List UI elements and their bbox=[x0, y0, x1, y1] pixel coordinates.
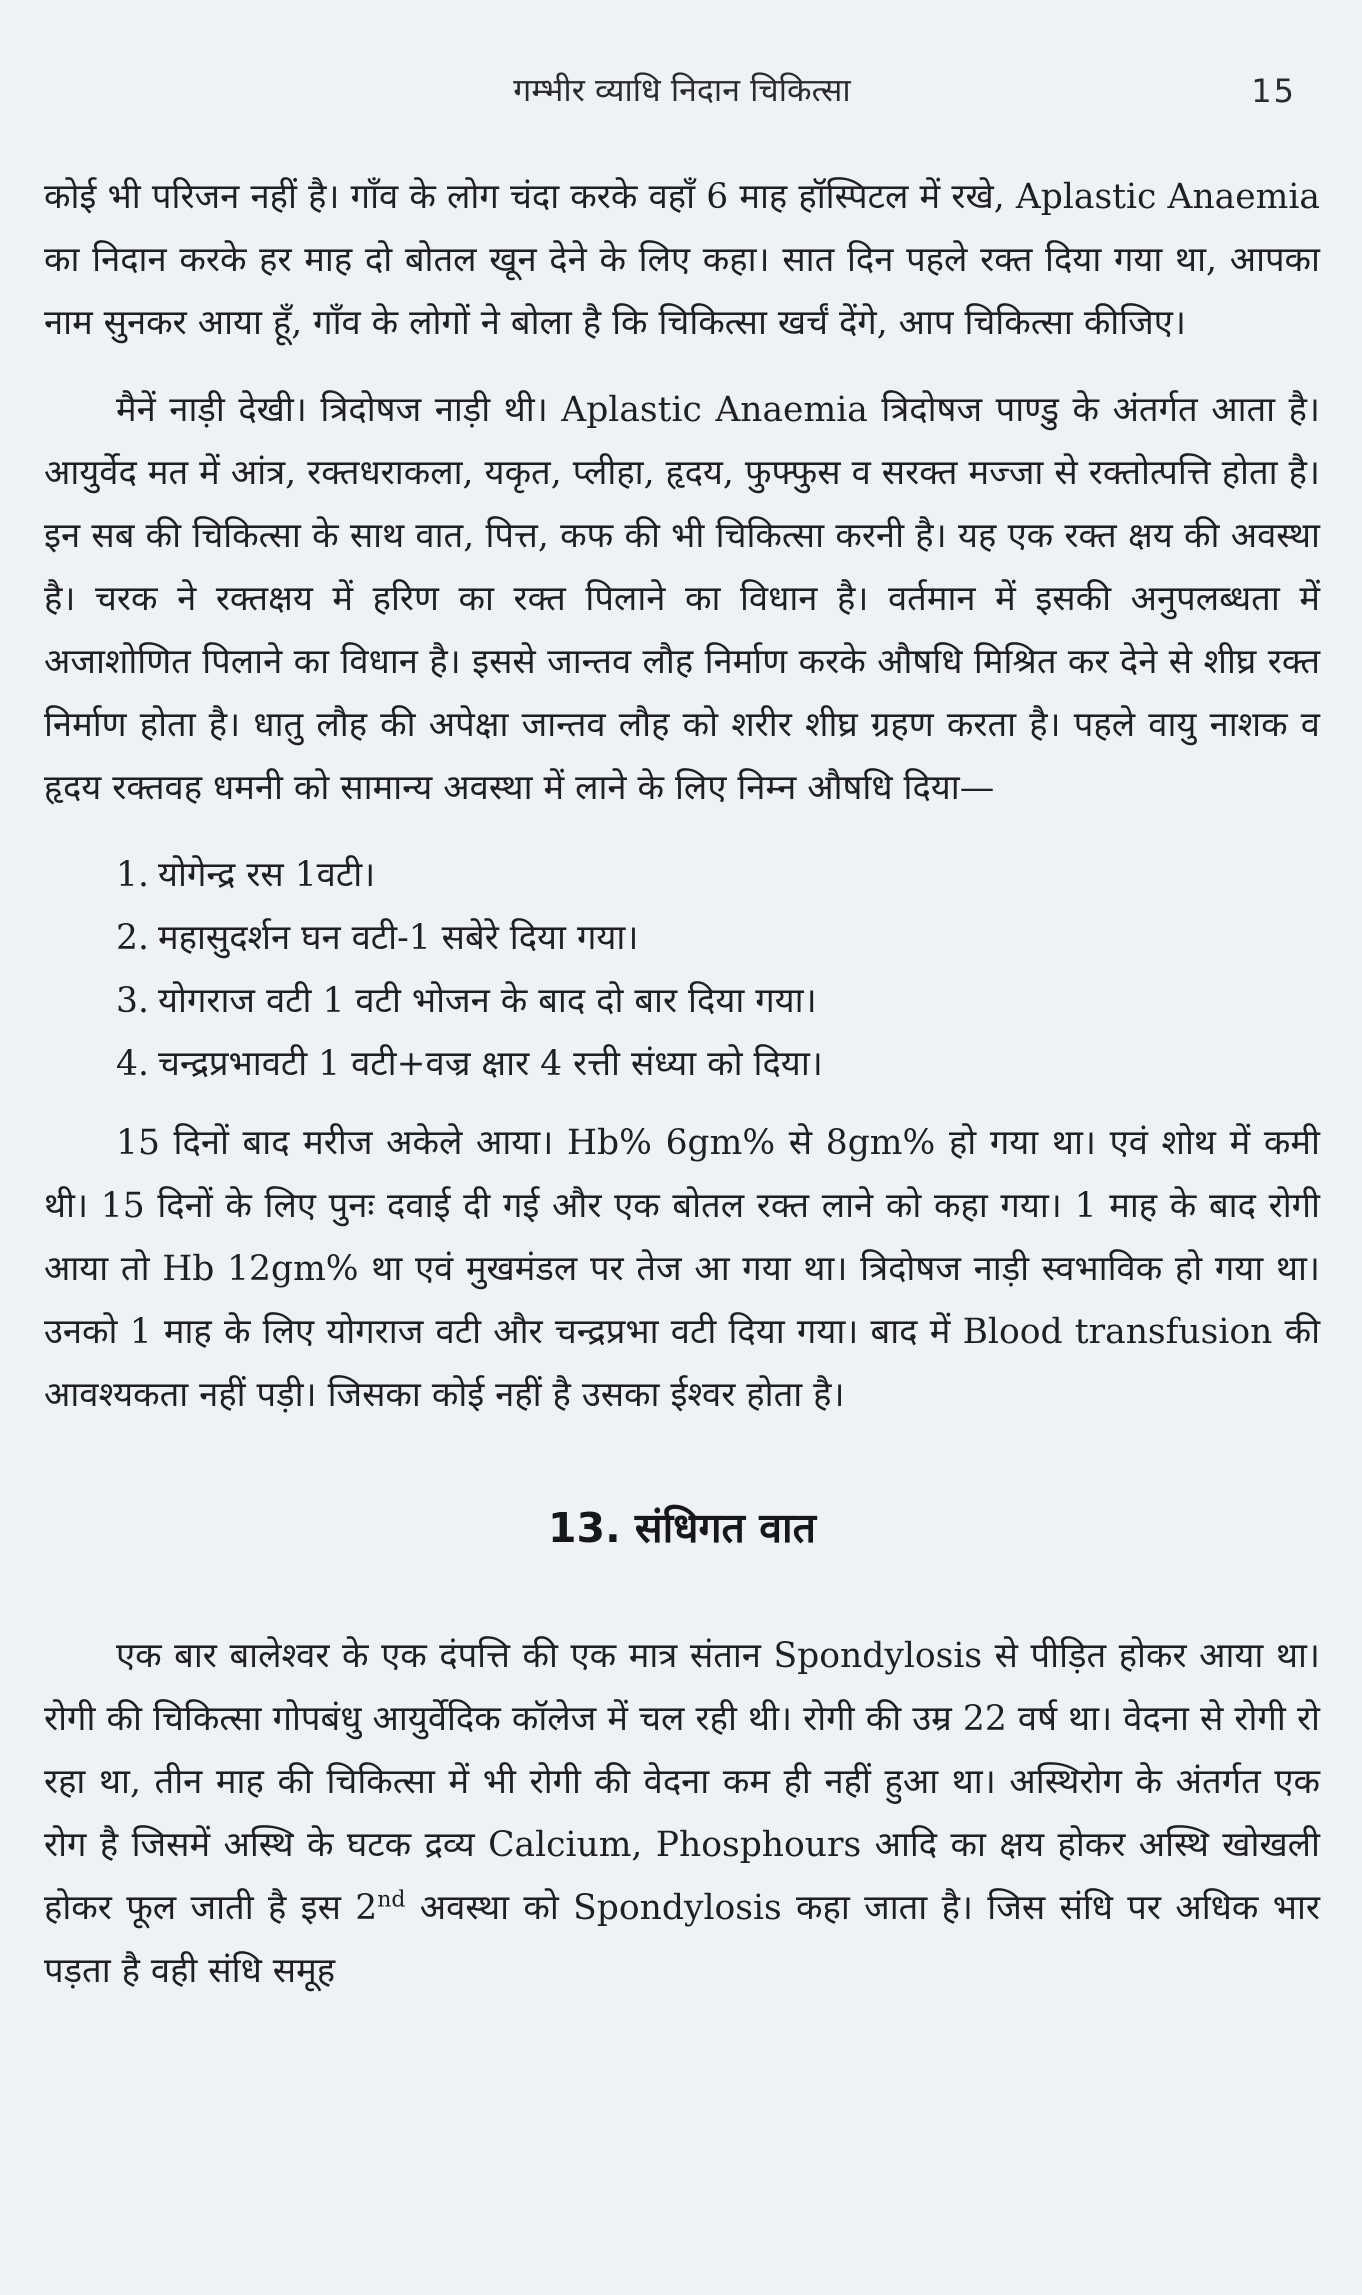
paragraph-2: मैनें नाड़ी देखी। त्रिदोषज नाड़ी थी। Aplastic Anaemia त्रिदोषज पाण्डु के अंतर्गत आता है। आयुर्वेद मत में आंत्र, रक्तधराकला, यकृत, प्लीहा, हृदय, फुफ्फुस व सरक्त मज्जा से रक्तोत्पत्ति होता है। इन सब की चिकित्सा के साथ वात, पित्त, कफ की भी चिकित्सा करनी है। यह एक रक्त क्षय की अवस्था है। चरक ने रक्तक्षय में हरिण का रक्त पिलाने का विधान है। वर्तमान में इसकी अनुपलब्धता में अजाशोणित पिलाने का विधान है। इससे जान्तव लौह निर्माण करके औषधि मिश्रित कर देने से शीघ्र रक्त निर्माण होता है। धातु लौह की अपेक्षा जान्तव लौह को शरीर शीघ्र ग्रहण करता है। पहले वायु नाशक व हृदय रक्तवह धमनी को सामान्य अवस्था में लाने के लिए निम्न औषधि दिया— bbox=[44, 390, 1320, 808]
paragraph-1: कोई भी परिजन नहीं है। गाँव के लोग चंदा करके वहाँ 6 माह हॉस्पिटल में रखे, Aplastic Anaemia का निदान करके हर माह दो बोतल खून देने के लिए कहा। सात दिन पहले रक्त दिया गया था, आपका नाम सुनकर आया हूँ, गाँव के लोगों ने बोला है कि चिकित्सा खर्चं देंगे, आप चिकित्सा कीजिए। bbox=[44, 177, 1320, 343]
paragraph-3: 15 दिनों बाद मरीज अकेले आया। Hb% 6gm% से 8gm% हो गया था। एवं शोथ में कमी थी। 15 दिनों के लिए पुनः दवाई दी गई और एक बोतल रक्त लाने को कहा गया। 1 माह के बाद रोगी आया तो Hb 12gm% था एवं मुखमंडल पर तेज आ गया था। त्रिदोषज नाड़ी स्वभाविक हो गया था। उनको 1 माह के लिए योगराज वटी और चन्द्रप्रभा वटी दिया गया। बाद में Blood transfusion की आवश्यकता नहीं पड़ी। जिसका कोई नहीं है उसका ईश्वर होता है। bbox=[44, 1123, 1320, 1415]
ordinal-superscript: nd bbox=[377, 1887, 406, 1913]
list-item bbox=[116, 907, 1320, 970]
list-item bbox=[116, 844, 1320, 907]
list-item-number: 1. bbox=[116, 855, 149, 895]
list-item-text: महासुदर्शन घन वटी-1 सबेरे दिया गया। bbox=[158, 918, 639, 958]
section-title: 13. संधिगत वात bbox=[548, 1504, 816, 1552]
paragraph-4-text-cont: अवस्था को Spondylosis कहा जाता है। जिस संधि पर अधिक भार पड़ता है वही संधि समूह bbox=[44, 1888, 1320, 1991]
list-item bbox=[116, 970, 1320, 1033]
paragraph-4 bbox=[44, 1625, 1320, 2003]
list-item-number: 4. bbox=[116, 1044, 149, 1084]
page-header bbox=[44, 62, 1320, 122]
list-item-text: चन्द्रप्रभावटी 1 वटी+वज्र क्षार 4 रत्ती संध्या को दिया। bbox=[158, 1044, 823, 1084]
list-item bbox=[116, 1033, 1320, 1096]
paragraph-4-text: एक बार बालेश्वर के एक दंपत्ति की एक मात्र संतान Spondylosis से पीड़ित होकर आया था। रोगी की चिकित्सा गोपबंधु आयुर्वेदिक कॉलेज में चल रही थी। रोगी की उम्र 22 वर्ष था। वेदना से रोगी रो रहा था, तीन माह की चिकित्सा में भी रोगी की वेदना कम ही नहीं हुआ था। अस्थिरोग के अंतर्गत एक रोग है जिसमें अस्थि के घटक द्रव्य Calcium, Phosphours आदि का क्षय होकर अस्थि खोखली होकर फूल जाती है इस 2 bbox=[44, 1636, 1320, 1928]
running-title: गम्भीर व्याधि निदान चिकित्सा bbox=[513, 71, 851, 109]
medicine-list bbox=[44, 844, 1320, 1096]
list-item-number: 2. bbox=[116, 918, 149, 958]
list-item-number: 3. bbox=[116, 981, 149, 1021]
page-number: 15 bbox=[1251, 72, 1296, 110]
body-text bbox=[44, 166, 1320, 2003]
list-item-text: योगराज वटी 1 वटी भोजन के बाद दो बार दिया गया। bbox=[158, 981, 817, 1021]
list-item-text: योगेन्द्र रस 1वटी। bbox=[158, 855, 376, 895]
